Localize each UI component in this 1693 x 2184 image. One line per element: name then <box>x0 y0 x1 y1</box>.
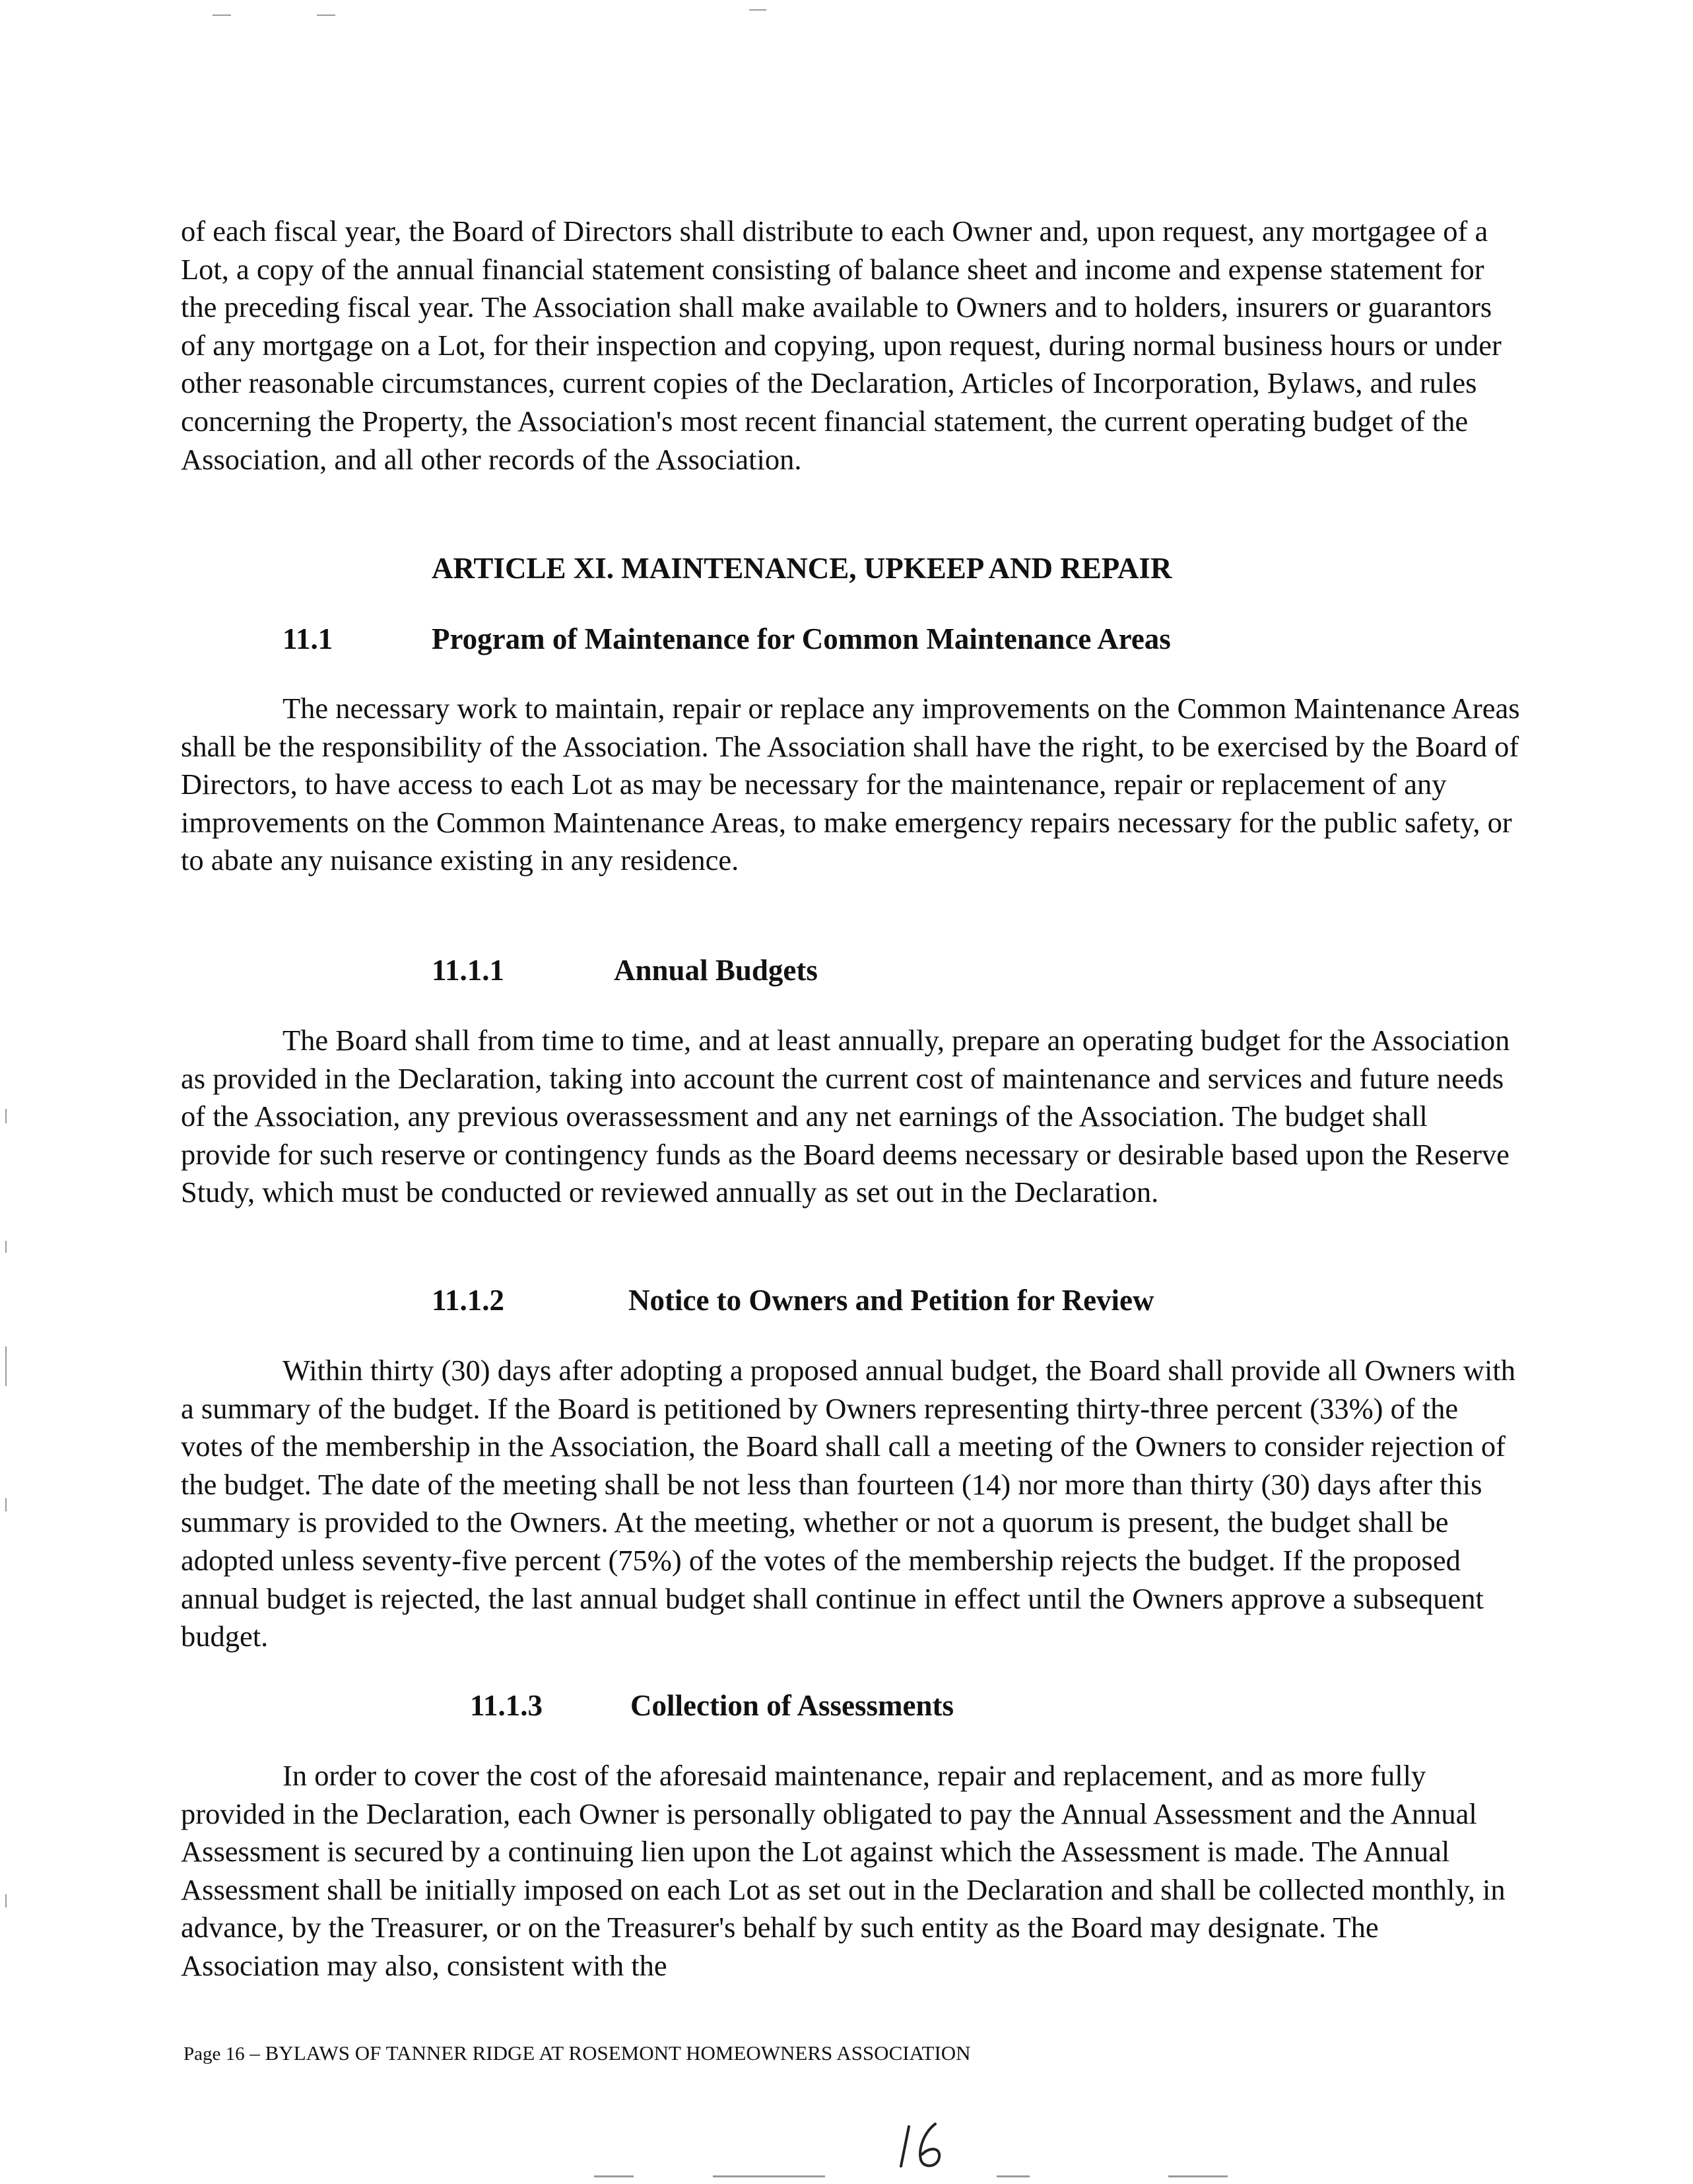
subsection-title: Notice to Owners and Petition for Review <box>628 1284 1154 1317</box>
paragraph-annual-budgets: The Board shall from time to time, and at least annually, prepare an operating budget for the Association as provided in the Declaration, taking into account the current cost of maintenance and services and future needs of the Association, any previous overassessment and any net earnings of the Association. The budget shall provide for such reserve or contingency funds as the Board deems necessary or desirable based upon the Reserve Study, which must be conducted or reviewed annually as set out in the Declaration. <box>181 1024 1510 1209</box>
paragraph-collection: In order to cover the cost of the aforesaid maintenance, repair and replacement, and as more fully provided in the Declaration, each Owner is personally obligated to pay the Annual Assessment and the Annual Assessment is secured by a continuing lien upon the Lot against which the Assessment is made. The Annual Assessment shall be initially imposed on each Lot as set out in the Declaration and shall be collected monthly, in advance, by the Treasurer, or on the Treasurer's behalf by such entity as the Board may designate. The Association may also, consistent with the <box>181 1759 1506 1982</box>
subsection-title: Collection of Assessments <box>630 1689 954 1722</box>
scan-mark <box>5 1346 7 1386</box>
scan-mark <box>317 15 335 16</box>
scan-mark <box>5 1498 7 1511</box>
section-title: Program of Maintenance for Common Maintenance Areas <box>432 622 1171 655</box>
handwritten-page-number <box>894 2119 954 2171</box>
subsection-number: 11.1.2 <box>432 1284 505 1317</box>
footer-separator: – <box>244 2041 265 2065</box>
subsection-title: Annual Budgets <box>614 954 818 987</box>
subsection-number: 11.1.3 <box>470 1689 543 1722</box>
paragraph-maintenance: The necessary work to maintain, repair or replace any improvements on the Common Maintenance Areas shall be the responsibility of the Association. The Association shall have the right, to be exercised by the Board of Directors, to have access to each Lot as may be necessary for the maintenance, repair or replacement of any improvements on the Common Maintenance Areas, to make emergency repairs necessary for the public safety, or to abate any nuisance existing in any residence. <box>181 692 1520 877</box>
paragraph-records: of each fiscal year, the Board of Directors shall distribute to each Owner and, upon request, any mortgagee of a Lot, a copy of the annual financial statement consisting of balance sheet and income and expense statement for the preceding fiscal year. The Association shall make available to Owners and to holders, insurers or guarantors of any mortgage on a Lot, for their inspection and copying, upon request, during normal business hours or under other reasonable circumstances, current copies of the Declaration, Articles of Incorporation, Bylaws, and rules concerning the Property, the Association's most recent financial statement, the current operating budget of the Association, and all other records of the Association. <box>181 215 1502 476</box>
scan-mark <box>213 15 231 16</box>
footer-page-number: Page 16 <box>183 2043 245 2065</box>
subsection-number: 11.1.1 <box>432 954 505 987</box>
footer-document-title: BYLAWS OF TANNER RIDGE AT ROSEMONT HOMEOWNERS ASSOCIATION <box>265 2041 971 2065</box>
scan-mark <box>1168 2175 1228 2177</box>
scan-mark <box>594 2175 634 2177</box>
scan-mark <box>713 2175 825 2177</box>
scan-mark <box>997 2175 1030 2177</box>
paragraph-notice-to-owners: Within thirty (30) days after adopting a proposed annual budget, the Board shall provide all Owners with a summary of the budget. If the Board is petitioned by Owners representing thirty-three percent (33%) of the votes of the membership in the Association, the Board shall call a meeting of the Owners to consider rejection of the budget. The date of the meeting shall be not less than fourteen (14) nor more than thirty (30) days after this summary is provided to the Owners. At the meeting, whether or not a quorum is present, the budget shall be adopted unless seventy-five percent (75%) of the votes of the membership rejects the budget. If the proposed annual budget is rejected, the last annual budget shall continue in effect until the Owners approve a subsequent budget. <box>181 1354 1516 1653</box>
scan-mark <box>749 9 766 11</box>
article-heading: ARTICLE XI. MAINTENANCE, UPKEEP AND REPAIR <box>432 552 1172 585</box>
page-footer <box>183 2040 971 2067</box>
scan-mark <box>5 1109 7 1123</box>
scan-mark <box>5 1241 7 1253</box>
section-number: 11.1 <box>282 622 333 655</box>
scan-mark <box>5 1894 7 1907</box>
